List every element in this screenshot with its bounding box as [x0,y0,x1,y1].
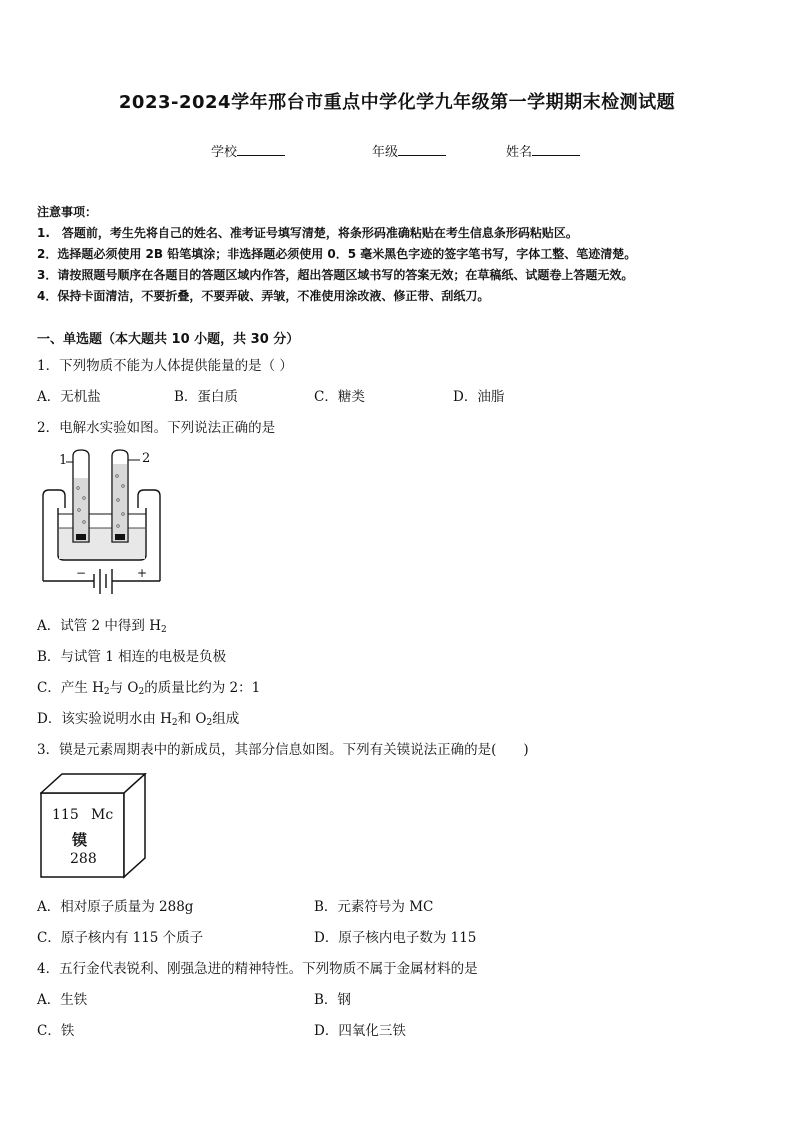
tube-1-label: 1 [59,453,68,468]
q4-option-d[interactable]: D．四氧化三铁 [314,1023,406,1039]
element-name: 镆 [72,831,88,849]
positive-terminal-label: + [137,566,148,580]
element-mass: 288 [70,851,97,867]
q2-option-a[interactable] [37,614,167,635]
q2-option-c-text-2: 与 O [109,680,139,696]
q2-option-c[interactable] [37,676,260,697]
q3-option-c[interactable]: C．原子核内有 115 个质子 [37,930,204,946]
q1-option-a[interactable]: A．无机盐 [37,389,101,405]
q1-option-c[interactable]: C．糖类 [314,389,365,405]
name-label: 姓名 [506,145,533,160]
element-atomic-number: 115 [52,807,79,823]
tube-2-label: 2 [142,451,151,466]
q2-option-c-text-3: 的质量比约为 2：1 [144,680,261,696]
q2-option-c-sub-1: 2 [103,687,110,697]
q3-option-a[interactable]: A．相对原子质量为 288g [37,899,194,915]
school-blank[interactable] [237,143,285,156]
q1-option-b[interactable]: B．蛋白质 [174,389,238,405]
q3-option-b[interactable]: B．元素符号为 MC [314,899,434,915]
electrolysis-apparatus-diagram [40,448,170,602]
note-item-1: 1. 答题前，考生先将自己的姓名、准考证号填写清楚，将条形码准确粘贴在考生信息条形码粘贴区。 [37,226,578,240]
name-blank[interactable] [532,143,580,156]
note-item-4: 4．保持卡面清洁，不要折叠，不要弄破、弄皱，不准使用涂改液、修正带、刮纸刀。 [37,289,490,303]
q2-option-d[interactable] [37,707,239,728]
q1-stem: 1．下列物质不能为人体提供能量的是（ ） [37,358,293,374]
q2-option-d-text-2: 和 O [177,711,207,727]
grade-blank[interactable] [398,143,446,156]
q2-option-d-sub-1: 2 [171,718,178,728]
q3-stem: 3．镆是元素周期表中的新成员，其部分信息如图。下列有关镆说法正确的是( ) [37,742,529,758]
q2-option-d-text-3: 组成 [212,711,240,727]
note-item-2: 2．选择题必须使用 2B 铅笔填涂；非选择题必须使用 0．5 毫米黑色字迹的签字笔书写，字体工整、笔迹清楚。 [37,247,637,261]
grade-label: 年级 [372,145,399,160]
q4-stem: 4．五行金代表锐利、刚强急进的精神特性。下列物质不属于金属材料的是 [37,961,478,977]
notes-heading: 注意事项： [37,205,98,219]
element-symbol: Mc [91,807,114,823]
negative-terminal-label: − [76,566,87,580]
q2-option-c-sub-2: 2 [138,687,145,697]
q2-option-a-text: A．试管 2 中得到 H [37,618,161,634]
q2-option-d-text-1: D．该实验说明水由 H [37,711,172,727]
q4-option-c[interactable]: C．铁 [37,1023,75,1039]
note-item-3: 3．请按照题号顺序在各题目的答题区域内作答，超出答题区域书写的答案无效；在草稿纸、试题卷上答题无效。 [37,268,634,282]
q4-option-b[interactable]: B．钢 [314,992,351,1008]
q2-option-a-subscript: 2 [161,625,167,635]
school-field [211,141,285,160]
q1-option-d[interactable]: D．油脂 [453,389,505,405]
section-heading: 一、单选题（本大题共 10 小题，共 30 分） [37,332,300,347]
q2-option-d-sub-2: 2 [206,718,213,728]
q2-stem: 2．电解水实验如图。下列说法正确的是 [37,420,276,436]
q2-option-c-text-1: C．产生 H [37,680,104,696]
q3-option-d[interactable]: D．原子核内电子数为 115 [314,930,477,946]
name-field [506,141,580,160]
q2-option-b[interactable]: B．与试管 1 相连的电极是负极 [37,649,227,665]
q4-option-a[interactable]: A．生铁 [37,992,88,1008]
page-title: 2023-2024学年邢台市重点中学化学九年级第一学期期末检测试题 [118,92,676,113]
grade-field [372,141,446,160]
school-label: 学校 [211,145,238,160]
